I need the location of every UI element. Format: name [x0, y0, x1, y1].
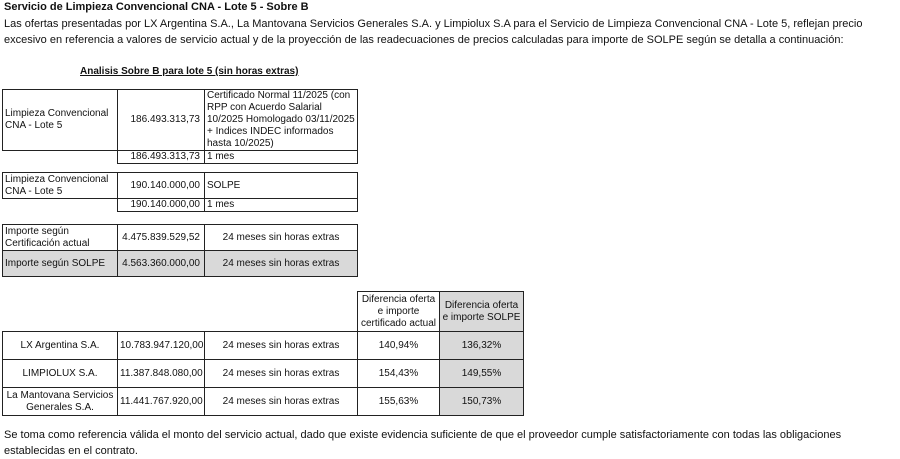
table-row [3, 151, 358, 164]
period-cell: 24 meses sin horas extras [205, 225, 358, 251]
closing-paragraph: Se toma como referencia válida el monto del servicio actual, dado que existe evidencia suficiente de que el proveedor cumple satisfactoriamente con todas las obligaciones establecidas en el contrato. [4, 429, 842, 457]
service-label: Limpieza Convencional CNA - Lote 5 [3, 173, 118, 199]
diff-cert-cell: 154,43% [358, 360, 440, 388]
table-solpe [2, 172, 358, 212]
amount-cell: 10.783.947.120,00 [118, 332, 205, 360]
company-name: LX Argentina S.A. [3, 332, 118, 360]
service-label: Limpieza Convencional CNA - Lote 5 [3, 90, 118, 151]
period-cell: 24 meses sin horas extras [205, 332, 358, 360]
table-row [3, 225, 358, 251]
amount-cell: 11.387.848.080,00 [118, 360, 205, 388]
row-label: Importe según SOLPE [3, 251, 118, 277]
company-name: La Mantovana Servicios Generales S.A. [3, 388, 118, 416]
diff-cert-cell: 155,63% [358, 388, 440, 416]
note-cell: Certificado Normal 11/2025 (con RPP con Acuerdo Salarial 10/2025 Homologado 03/11/2025 + Indices INDEC informados hasta 10/2025) [205, 90, 358, 151]
amount-cell: 186.493.313,73 [118, 90, 205, 151]
note-cell: SOLPE [205, 173, 358, 199]
diff-cert-cell: 140,94% [358, 332, 440, 360]
period-cell: 24 meses sin horas extras [205, 251, 358, 277]
diff-solpe-cell: 136,32% [440, 332, 524, 360]
diff-solpe-cell: 150,73% [440, 388, 524, 416]
amount-cell: 186.493.313,73 [118, 151, 205, 164]
row-label: Importe según Certificación actual [3, 225, 118, 251]
table-row [3, 388, 524, 416]
table-row [3, 199, 358, 212]
table-certificado [2, 89, 358, 164]
amount-cell: 4.475.839.529,52 [118, 225, 205, 251]
period-cell: 1 mes [205, 199, 358, 212]
intro-paragraph: Las ofertas presentadas por LX Argentina S.A., La Mantovana Servicios Generales S.A. y Limpiolux S.A para el Servicio de Limpieza Convencional CNA - Lote 5, reflejan precio excesivo en referencia a valores de servicio actual y de la proyección de las readecuaciones de precios calculadas para importe de SOLPE según se detalla a continuación: [4, 18, 863, 46]
table-row [3, 360, 524, 388]
table-row [3, 90, 358, 151]
table-header-row [3, 292, 524, 332]
table-row [3, 251, 358, 277]
period-cell: 24 meses sin horas extras [205, 360, 358, 388]
column-header: Diferencia oferta e importe SOLPE [440, 292, 524, 332]
company-name: LIMPIOLUX S.A. [3, 360, 118, 388]
period-cell: 24 meses sin horas extras [205, 388, 358, 416]
document-title: Servicio de Limpieza Convencional CNA - Lote 5 - Sobre B [4, 1, 309, 13]
table-row [3, 173, 358, 199]
amount-cell: 11.441.767.920,00 [118, 388, 205, 416]
column-header: Diferencia oferta e importe certificado actual [358, 292, 440, 332]
amount-cell: 4.563.360.000,00 [118, 251, 205, 277]
amount-cell: 190.140.000,00 [118, 173, 205, 199]
amount-cell: 190.140.000,00 [118, 199, 205, 212]
table-ofertas [2, 291, 524, 416]
diff-solpe-cell: 149,55% [440, 360, 524, 388]
period-cell: 1 mes [205, 151, 358, 164]
table-row [3, 332, 524, 360]
analysis-subtitle: Analisis Sobre B para lote 5 (sin horas extras) [80, 66, 299, 77]
table-importes [2, 224, 358, 277]
